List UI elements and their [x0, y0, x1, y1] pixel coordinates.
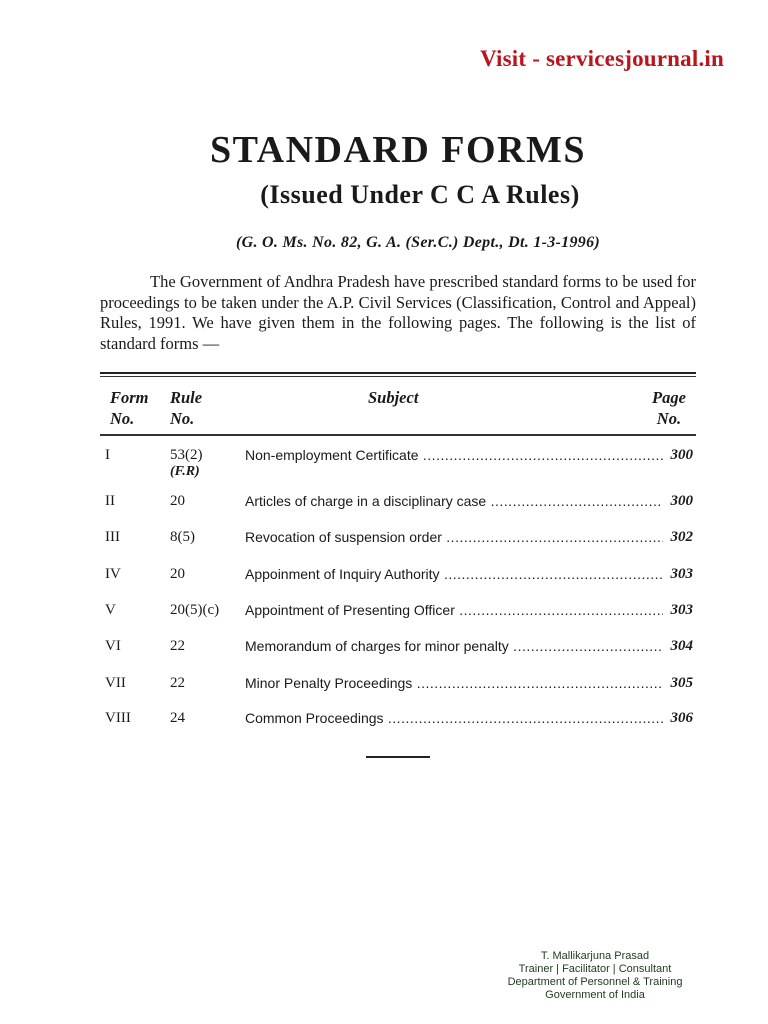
table-header-rule — [100, 434, 696, 436]
table-row — [0, 710, 768, 740]
header-page-line1: Page — [652, 388, 686, 407]
page-number: 302 — [670, 529, 693, 545]
header-rule — [170, 387, 202, 429]
header-page — [652, 387, 686, 429]
table-row — [0, 566, 768, 596]
rule-number: 20 — [170, 566, 185, 582]
header-subject: Subject — [368, 388, 419, 407]
table-row — [0, 493, 768, 523]
closing-divider — [366, 756, 430, 758]
form-subject: Appointment of Presenting Officer ..... — [245, 602, 663, 618]
form-subject: Appoinment of Inquiry Authority ..... — [245, 566, 663, 582]
footer-department: Department of Personnel & Training — [507, 976, 683, 988]
table-top-rule-inner — [100, 376, 696, 377]
form-number: I — [105, 447, 110, 463]
form-number: VII — [105, 675, 126, 691]
footer-name: T. Mallikarjuna Prasad — [540, 950, 650, 962]
page-number: 305 — [670, 675, 693, 691]
page-number: 300 — [670, 493, 693, 509]
rule-number: 8(5) — [170, 529, 195, 545]
page-title: STANDARD FORMS — [209, 129, 587, 171]
header-rule-line2: No. — [170, 409, 195, 428]
form-subject: Memorandum of charges for minor penalty ..... — [245, 638, 663, 654]
form-subject: Articles of charge in a disciplinary case ..... — [245, 493, 663, 509]
table-row — [0, 638, 768, 668]
intro-paragraph: The Government of Andhra Pradesh have prescribed standard forms to be used for proceedings to be taken under the A.P. Civil Services (Classification, Control and Appeal) Rules, 1991. We have given them in the following pages. The following is the list of standard forms — — [100, 272, 696, 353]
footer-role: Trainer | Facilitator | Consultant — [518, 963, 672, 975]
table-row — [0, 602, 768, 632]
form-number: II — [105, 493, 115, 509]
rule-number: 20(5)(c) — [170, 602, 220, 618]
page-number: 306 — [670, 710, 693, 726]
table-top-rule — [100, 372, 696, 374]
table-row — [0, 529, 768, 559]
go-reference: (G. O. Ms. No. 82, G. A. (Ser.C.) Dept., Dt. 1-3-1996) — [235, 234, 601, 251]
form-subject: Revocation of suspension order ..... — [245, 529, 663, 545]
rule-number: 22 — [170, 675, 185, 691]
rule-number: 22 — [170, 638, 185, 654]
rule-number: 53(2) — [170, 447, 203, 463]
form-number: IV — [105, 566, 121, 582]
page-subtitle: (Issued Under C C A Rules) — [260, 180, 580, 209]
form-subject: Minor Penalty Proceedings ..... — [245, 675, 663, 691]
page-number: 300 — [670, 447, 693, 463]
site-link[interactable]: Visit - servicesjournal.in — [480, 46, 724, 71]
header-form — [110, 387, 149, 429]
table-row — [0, 675, 768, 705]
rule-number: 20 — [170, 493, 185, 509]
form-number: VI — [105, 638, 121, 654]
form-number: III — [105, 529, 120, 545]
header-form-line2: No. — [110, 409, 135, 428]
table-row — [0, 447, 768, 477]
form-number: V — [105, 602, 116, 618]
rule-number: 24 — [170, 710, 185, 726]
header-page-line2: No. — [656, 409, 682, 428]
form-number: VIII — [105, 710, 131, 726]
page-number: 303 — [670, 566, 693, 582]
author-footer — [470, 950, 720, 1002]
form-subject: Non-employment Certificate ..... — [245, 447, 663, 463]
page-number: 304 — [670, 638, 693, 654]
rule-note: (F.R) — [170, 464, 200, 479]
page-number: 303 — [670, 602, 693, 618]
footer-government: Government of India — [545, 989, 645, 1001]
form-subject: Common Proceedings ..... — [245, 710, 663, 726]
header-rule-line1: Rule — [170, 388, 203, 407]
header-form-line1: Form — [110, 388, 149, 407]
